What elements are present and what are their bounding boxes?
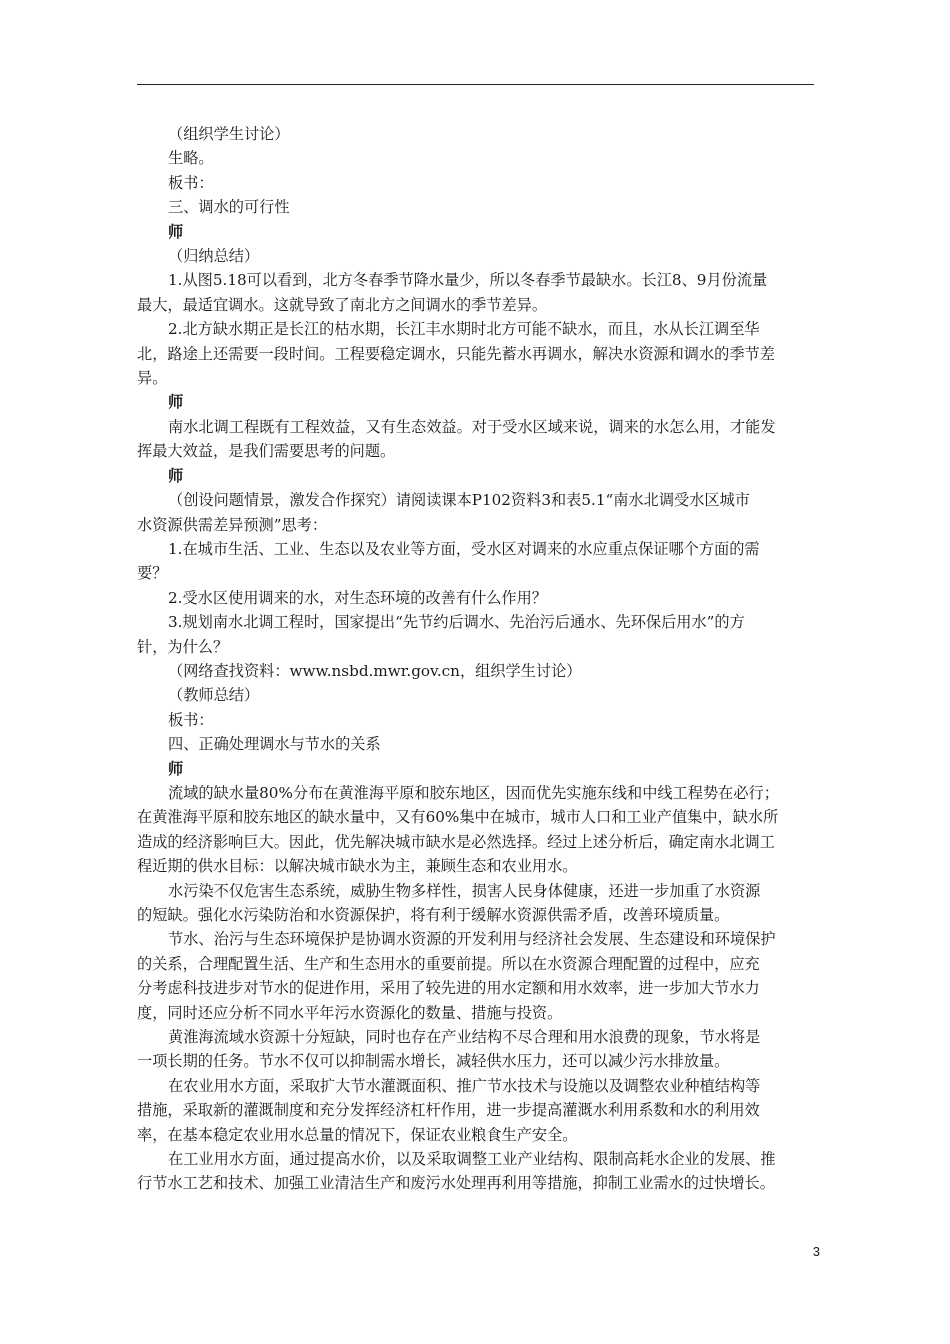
speaker-label: 师 [168, 393, 184, 412]
text-line: 水资源供需差异预测”思考： [137, 515, 328, 534]
text-line: 生略。 [168, 149, 214, 168]
text-line: 1.在城市生活、工业、生态以及农业等方面，受水区对调来的水应重点保证哪个方面的需 [168, 539, 760, 558]
text-line: 造成的经济影响巨大。因此，优先解决城市缺水是必然选择。经过上述分析后，确定南水北调工 [137, 832, 775, 851]
text-line: 行节水工艺和技术、加强工业清洁生产和废污水处理再利用等措施，抑制工业需水的过快增长。 [137, 1174, 775, 1193]
text-line: 3.规划南水北调工程时，国家提出“先节约后调水、先治污后通水、先环保后用水”的方 [168, 613, 745, 632]
speaker-label: 师 [168, 466, 184, 485]
text-line: 三、调水的可行性 [168, 198, 290, 217]
text-line: 节水、治污与生态环境保护是协调水资源的开发利用与经济社会发展、生态建设和环境保护 [168, 930, 776, 949]
text-line: 的关系，合理配置生活、生产和生态用水的重要前提。所以在水资源合理配置的过程中，应充 [137, 954, 760, 973]
text-line: 流域的缺水量80%分布在黄淮海平原和胶东地区，因而优先实施东线和中线工程势在必行； [168, 783, 779, 802]
text-line: （创设问题情景，激发合作探究）请阅读课本P102资料3和表5.1“南水北调受水区城市 [168, 491, 750, 510]
text-line: 针，为什么？ [137, 637, 229, 656]
text-line: （组织学生讨论） [168, 125, 290, 143]
text-line: 在工业用水方面，通过提高水价，以及采取调整工业产业结构、限制高耗水企业的发展、推 [168, 1150, 776, 1169]
text-line: 2.北方缺水期正是长江的枯水期，长江丰水期时北方可能不缺水，而且，水从长江调至华 [168, 320, 760, 339]
speaker-label: 师 [168, 759, 184, 778]
text-line: 程近期的供水目标：以解决城市缺水为主，兼顾生态和农业用水。 [137, 857, 578, 876]
text-line: 在黄淮海平原和胶东地区的缺水量中，又有60%集中在城市，城市人口和工业产值集中，缺水所 [137, 808, 779, 827]
text-line: 度，同时还应分析不同水平年污水资源化的数量、措施与投资。 [137, 1003, 563, 1022]
text-line: （归纳总结） [168, 247, 260, 266]
text-line: 措施，采取新的灌溉制度和充分发挥经济杠杆作用，进一步提高灌溉水利用系数和水的利用效 [137, 1101, 760, 1120]
text-line: 一项长期的任务。节水不仅可以抑制需水增长，减轻供水压力，还可以减少污水排放量。 [137, 1052, 730, 1071]
text-line: 分考虑科技进步对节水的促进作用，采用了较先进的用水定额和用水效率，进一步加大节水力 [137, 979, 760, 998]
text-line: 2.受水区使用调来的水，对生态环境的改善有什么作用？ [168, 588, 547, 607]
text-line: （网络查找资料：www.nsbd.mwr.gov.cn，组织学生讨论） [168, 661, 582, 680]
text-line: 北，路途上还需要一段时间。工程要稳定调水，只能先蓄水再调水，解决水资源和调水的季节差 [137, 344, 775, 363]
text-line: （教师总结） [168, 686, 260, 705]
text-line: 南水北调工程既有工程效益，又有生态效益。对于受水区域来说，调来的水怎么用，才能发 [168, 417, 776, 436]
text-line: 率，在基本稳定农业用水总量的情况下，保证农业粮食生产安全。 [137, 1125, 578, 1144]
text-line: 异。 [137, 369, 168, 388]
header-rule [137, 84, 814, 85]
text-line: 在农业用水方面，采取扩大节水灌溉面积、推广节水技术与设施以及调整农业种植结构等 [168, 1076, 761, 1095]
text-line: 板书： [168, 173, 214, 192]
page-number: 3 [812, 1244, 820, 1259]
text-line: 水污染不仅危害生态系统，威胁生物多样性，损害人民身体健康，还进一步加重了水资源 [168, 881, 761, 900]
text-line: 最大，最适宜调水。这就导致了南北方之间调水的季节差异。 [137, 295, 548, 314]
text-line: 黄淮海流域水资源十分短缺，同时也存在产业结构不尽合理和用水浪费的现象，节水将是 [168, 1028, 761, 1047]
text-line: 挥最大效益，是我们需要思考的问题。 [137, 442, 396, 461]
document-body [137, 122, 817, 1196]
text-line: 板书： [168, 710, 214, 729]
speaker-label: 师 [168, 222, 184, 241]
text-line: 的短缺。强化水污染防治和水资源保护，将有利于缓解水资源供需矛盾，改善环境质量。 [137, 906, 730, 924]
text-line: 四、正确处理调水与节水的关系 [168, 735, 381, 754]
text-line: 要？ [137, 564, 168, 583]
text-line: 1.从图5.18可以看到，北方冬春季节降水量少，所以冬春季节最缺水。长江8、9月份流量 [168, 271, 768, 290]
